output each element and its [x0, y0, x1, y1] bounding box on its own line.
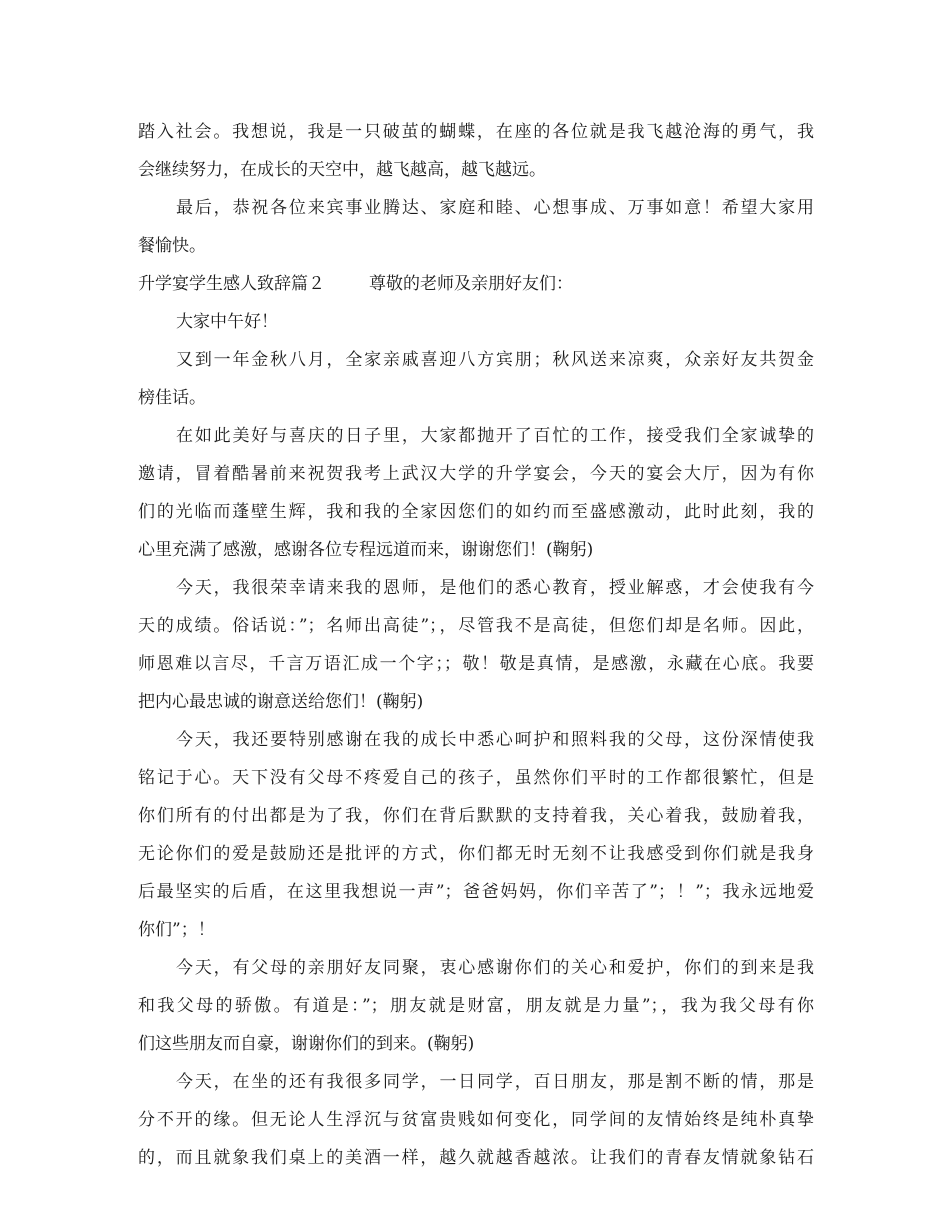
- text-line: 最后，恭祝各位来宾事业腾达、家庭和睦、心想事成、万事如意！希望大家用: [176, 198, 814, 218]
- text-line: 会继续努力，在成长的天空中，越飞越高，越飞越远。: [138, 160, 546, 180]
- section-title: 升学宴学生感人致辞篇２: [138, 274, 325, 294]
- text-line: 无论你们的爱是鼓励还是批评的方式，你们都无时无刻不让我感受到你们就是我身: [138, 844, 814, 864]
- text-line: 今天，有父母的亲朋好友同聚，衷心感谢你们的关心和爱护，你们的到来是我: [176, 958, 814, 978]
- text-line: 今天，我很荣幸请来我的恩师，是他们的悉心教育，授业解惑，才会使我有今: [176, 578, 814, 598]
- text-line: 和我父母的骄傲。有道是：”；朋友就是财富，朋友就是力量”；，我为我父母有你: [138, 996, 814, 1016]
- text-line: 分不开的缘。但无论人生浮沉与贫富贵贱如何变化，同学间的友情始终是纯朴真挚: [138, 1110, 814, 1130]
- salutation: 尊敬的老师及亲朋好友们：: [369, 274, 573, 294]
- text-line: 们的光临而蓬壁生辉，我和我的全家因您们的如约而至盛感激动，此时此刻，我的: [138, 502, 814, 522]
- text-line: 师恩难以言尽，千言万语汇成一个字；；敬！敬是真情，是感激，永藏在心底。我要: [138, 654, 814, 674]
- text-line: 今天，我还要特别感谢在我的成长中悉心呵护和照料我的父母，这份深情使我: [176, 730, 814, 750]
- text-line: 把内心最忠诚的谢意送给您们！(鞠躬): [138, 692, 424, 712]
- text-line: 餐愉快。: [138, 236, 206, 256]
- text-line: 铭记于心。天下没有父母不疼爱自己的孩子，虽然你们平时的工作都很繁忙，但是: [138, 768, 814, 788]
- previous-section-ending: [138, 113, 814, 265]
- text-line: 你们”；！: [138, 920, 215, 940]
- text-line: 天的成绩。俗话说：”；名师出高徒”；，尽管我不是高徒，但您们却是名师。因此，: [138, 616, 814, 636]
- text-line: 你们所有的付出都是为了我，你们在背后默默的支持着我，关心着我，鼓励着我，: [138, 806, 814, 826]
- text-line: 在如此美好与喜庆的日子里，大家都抛开了百忙的工作，接受我们全家诚挚的: [176, 426, 814, 446]
- text-line: 踏入社会。我想说，我是一只破茧的蝴蝶，在座的各位就是我飞越沧海的勇气，我: [138, 122, 814, 142]
- text-line: 又到一年金秋八月，全家亲戚喜迎八方宾朋；秋风送来凉爽，众亲好友共贺金: [176, 350, 814, 370]
- text-line: 榜佳话。: [138, 388, 206, 408]
- text-line: 后最坚实的后盾，在这里我想说一声”；爸爸妈妈，你们辛苦了”；！”；我永远地爱: [138, 882, 814, 902]
- text-line: 心里充满了感激，感谢各位专程远道而来，谢谢您们！(鞠躬): [138, 540, 594, 560]
- text-line: 的，而且就象我们桌上的美酒一样，越久就越香越浓。让我们的青春友情就象钻石: [138, 1148, 814, 1168]
- text-line: 们这些朋友而自豪，谢谢你们的到来。(鞠躬): [138, 1034, 475, 1054]
- text-line: 邀请，冒着酷暑前来祝贺我考上武汉大学的升学宴会，今天的宴会大厅，因为有你: [138, 464, 814, 484]
- section-heading: [138, 265, 814, 303]
- document-body: [138, 113, 814, 1177]
- text-line: 今天，在坐的还有我很多同学，一日同学，百日朋友，那是割不断的情，那是: [176, 1072, 814, 1092]
- text-line: 大家中午好！: [176, 312, 278, 332]
- speech-body: [138, 303, 814, 1177]
